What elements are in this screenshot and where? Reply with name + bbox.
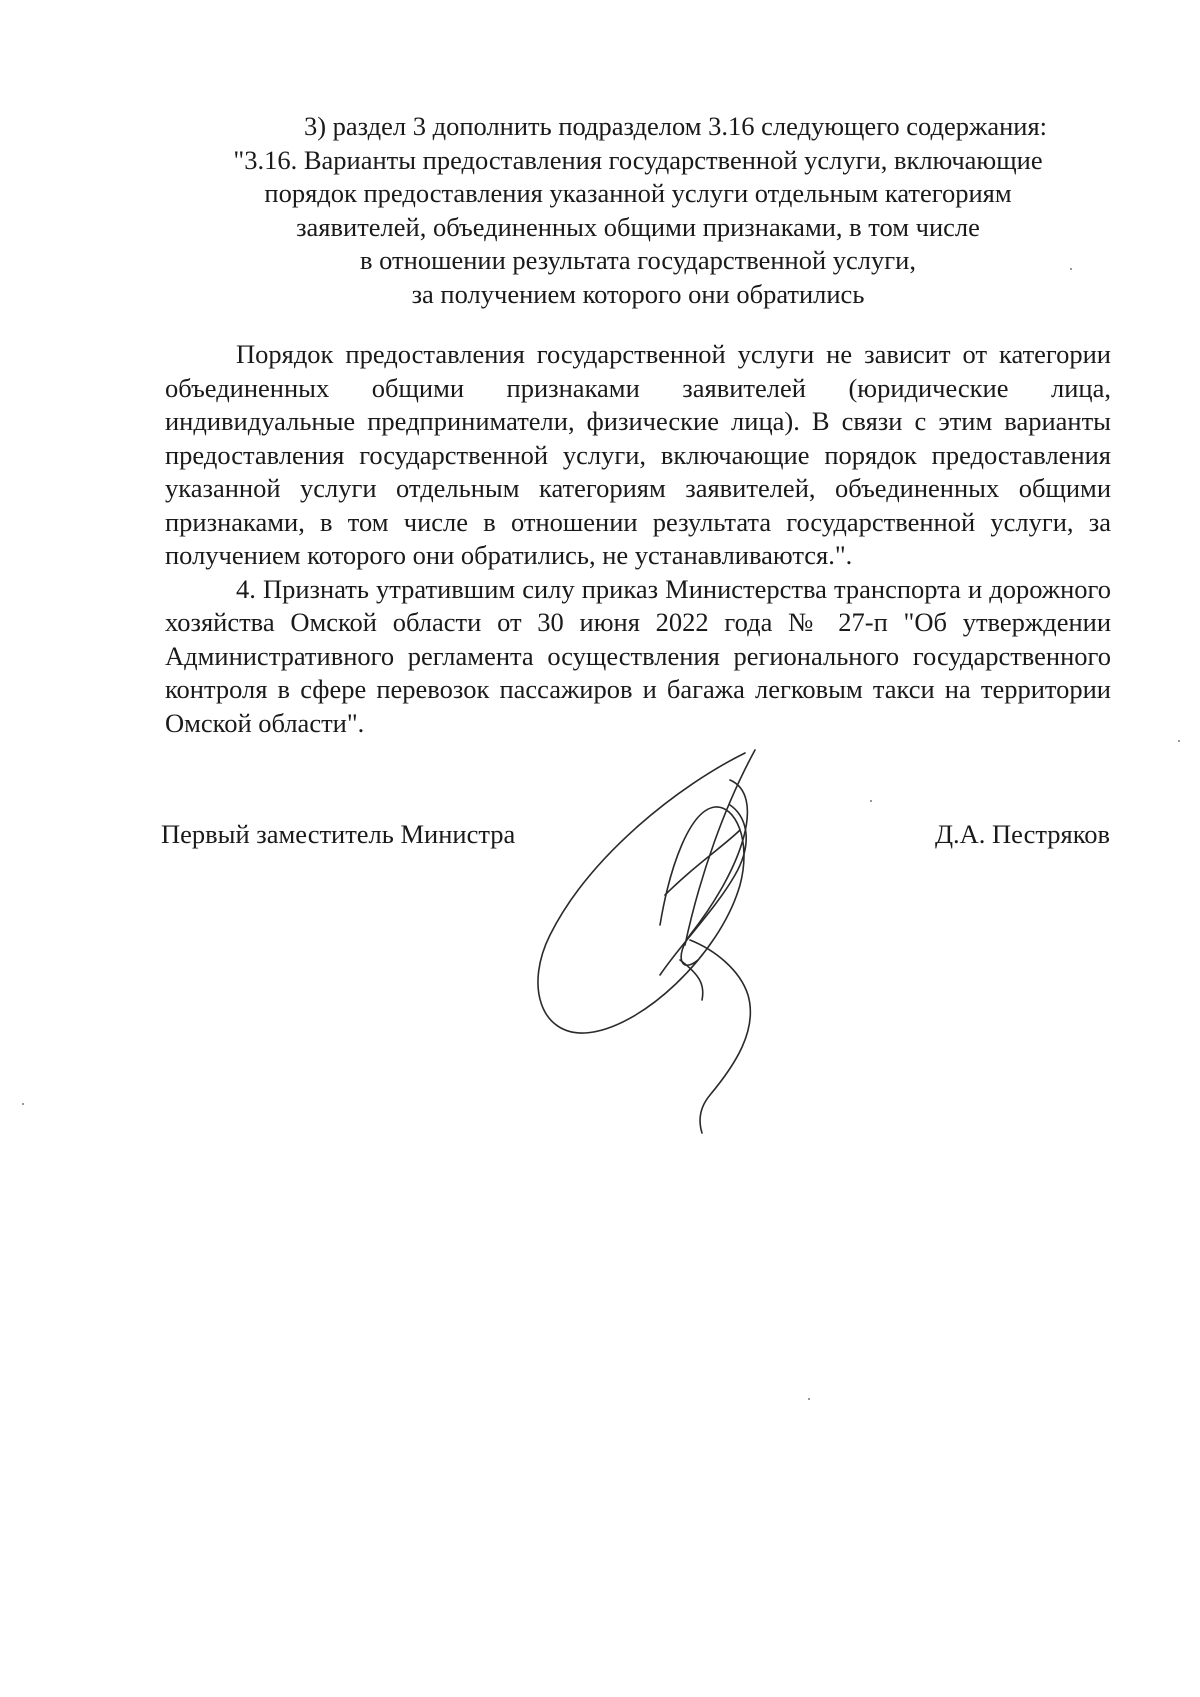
paragraph-service-variants: Порядок предоставления государственной услуги не зависит от категории объединенных общими признаками заявителей (юридические лица, индивидуальные предприниматели, физические лица). В связи с этим варианты предоставления государственной услуги, включающие порядок предоставления указанной услуги отдельным категориям заявителей, объединенных общими признаками, в том числе в отношении результата государственной услуги, за получением которого они обратились, не устанавливаются.".: [165, 339, 1111, 570]
signatory-name: Д.А. Пестряков: [934, 819, 1110, 849]
paragraph-repeal-order: 4. Признать утратившим силу приказ Министерства транспорта и дорожного хозяйства Омской области от 30 июня 2022 года № 27-п "Об утверждении Административного регламента осуществления регионального государственного контроля в сфере перевозок пассажиров и багажа легковым такси на территории Омской области".: [165, 573, 1111, 738]
heading-line: порядок предоставления указанной услуги отдельным категориям: [264, 178, 1012, 208]
heading-line: 3) раздел 3 дополнить подразделом 3.16 следующего содержания:: [303, 111, 1048, 141]
heading-line: в отношении результата государственной услуги,: [360, 245, 916, 275]
heading-line: "3.16. Варианты предоставления государственной услуги, включающие: [233, 144, 1043, 175]
scan-speck: [870, 800, 872, 802]
signatory-position: Первый заместитель Министра: [161, 819, 516, 849]
heading-line: заявителей, объединенных общими признаками, в том числе: [296, 211, 980, 242]
section-heading: [165, 110, 1111, 311]
heading-line: за получением которого они обратились: [411, 278, 865, 309]
scan-speck: [22, 1103, 24, 1105]
scan-speck: [1178, 740, 1180, 742]
scan-speck: [808, 1398, 810, 1400]
handwritten-signature: [530, 745, 830, 1135]
scan-speck: [1070, 268, 1072, 270]
document-body: [165, 338, 1111, 740]
